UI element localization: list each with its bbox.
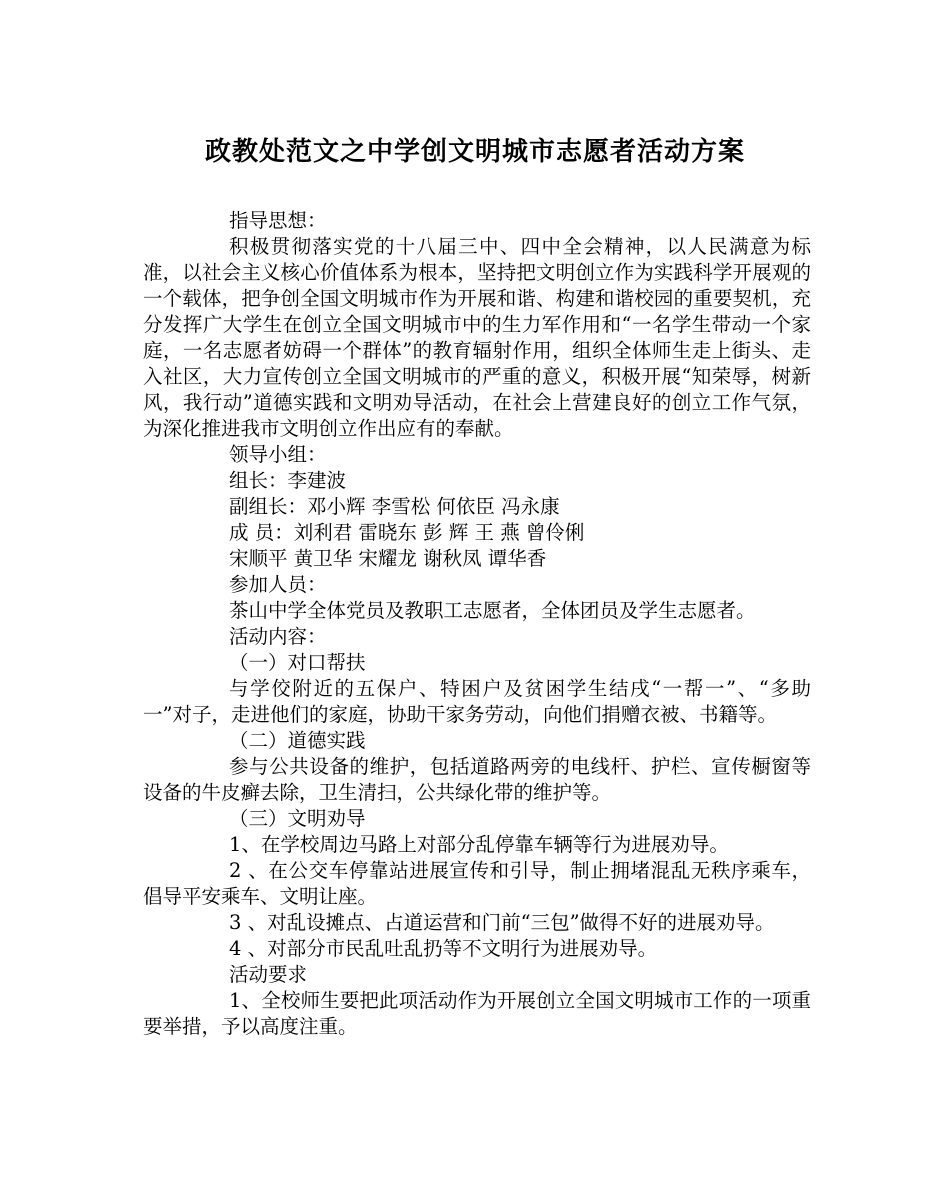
subheading-assistance: （一）对口帮扶	[229, 651, 366, 674]
line-members: 成 员：刘利君 雷晓东 彭 辉 王 燕 曾伶俐	[229, 521, 585, 544]
heading-leadership-group: 领导小组：	[229, 443, 327, 466]
heading-participants: 参加人员：	[229, 573, 327, 596]
line-group-leader: 组长：李建波	[229, 469, 347, 492]
document-title: 政教处范文之中学创文明城市志愿者活动方案	[204, 137, 745, 167]
subheading-moral-practice: （二）道德实践	[229, 729, 366, 752]
list-item-persuasion-4: 4 、对部分市民乱吐乱扔等不文明行为进展劝导。	[229, 937, 658, 960]
paragraph-moral-practice: 参与公共设备的维护，包括道路两旁的电线杆、护栏、宣传橱窗等设备的牛皮癣去除，卫生清扫，公共绿化带的维护等。	[143, 755, 811, 804]
list-item-persuasion-2: 2 、在公交车停靠站进展宣传和引导，制止拥堵混乱无秩序乘车，倡导平安乘车、文明让座。	[143, 859, 811, 908]
heading-activity-requirements: 活动要求	[229, 963, 308, 986]
heading-guiding-ideology: 指导思想：	[229, 209, 327, 232]
subheading-civility-persuasion: （三）文明劝导	[229, 807, 366, 830]
paragraph-guiding-ideology: 积极贯彻落实党的十八届三中、四中全会精神，以人民满意为标准，以社会主义核心价值体系为根本，坚持把文明创立作为实践科学开展观的一个载体，把争创全国文明城市作为开展和谐、构建和谐校园的重要契机，充分发挥广大学生在创立全国文明城市中的生力军作用和“一名学生带动一个家庭，一名志愿者妨碍一个群体”的教育辐射作用，组织全体师生走上街头、走入社区，大力宣传创立全国文明城市的严重的意义，积极开展“知荣辱，树新风，我行动”道德实践和文明劝导活动，在社会上营建良好的创立工作气氛，为深化推进我市文明创立作出应有的奉献。	[143, 235, 811, 440]
paragraph-assistance: 与学佼附近的五保户、特困户及贫困学生结戌“一帮一”、“多助一”对子，走进他们的家庭，协助干家务劳动，向他们捐赠衣被、书籍等。	[143, 677, 811, 726]
line-members-continued: 宋顺平 黄卫华 宋耀龙 谢秋凤 谭华香	[229, 547, 547, 570]
heading-activity-content: 活动内容：	[229, 625, 327, 648]
line-deputy-leaders: 副组长：邓小辉 李雪松 何依臣 冯永康	[229, 495, 560, 518]
paragraph-participants: 茶山中学全体党员及教职工志愿者，全体团员及学生志愿者。	[229, 599, 756, 622]
list-item-persuasion-3: 3 、对乱设摊点、占道运营和门前“三包”做得不好的进展劝导。	[229, 911, 775, 934]
document-body	[143, 208, 811, 1040]
list-item-requirement-1: 1、全校师生要把此项活动作为开展创立全国文明城市工作的一项重要举措，予以高度注重。	[143, 989, 811, 1038]
list-item-persuasion-1: 1、在学校周边马路上对部分乱停靠车辆等行为进展劝导。	[229, 833, 729, 856]
